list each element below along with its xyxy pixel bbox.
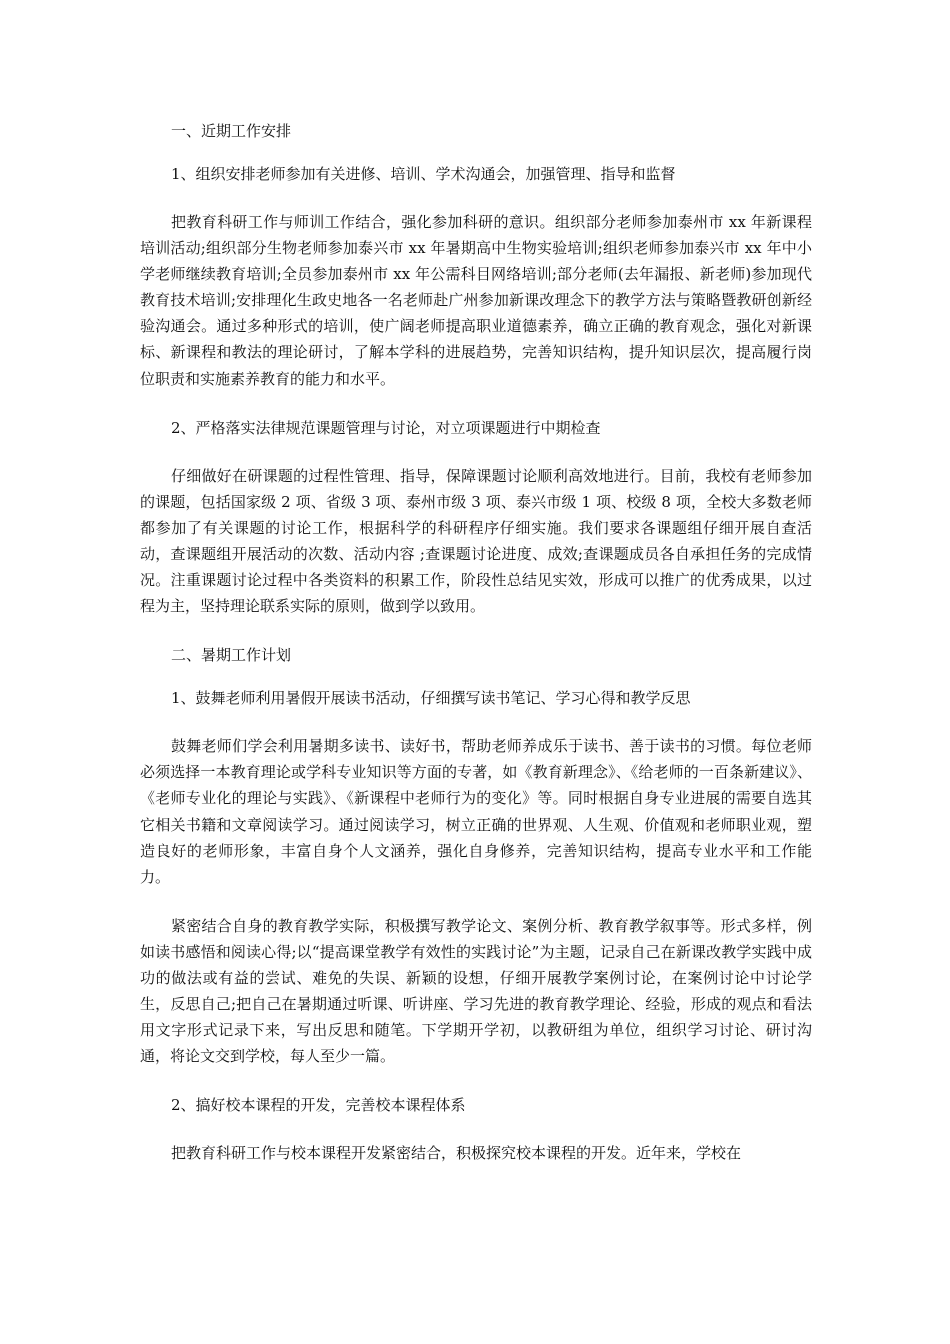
- item-2-2-body: 把教育科研工作与校本课程开发紧密结合，积极探究校本课程的开发。近年来，学校在: [171, 1144, 742, 1163]
- item-2-1-title: 1、鼓舞老师利用暑假开展读书活动，仔细撰写读书笔记、学习心得和教学反思: [171, 689, 691, 708]
- section-2-title: 二、暑期工作计划: [171, 646, 292, 665]
- item-1-1-body: 把教育科研工作与师训工作结合，强化参加科研的意识。组织部分老师参加泰州市 xx 年新课程培训活动;组织部分生物老师参加泰兴市 xx 年暑期高中生物实验培训;组织老师参加泰兴市 xx 年中小学老师继续教育培训;全员参加泰州市 xx 年公需科目网络培训;部分老师(去年漏报、新老师)参加现代教育技术培训;安排理化生政史地各一名老师赴广州参加新课改理念下的教学方法与策略暨教研创新经验沟通会。通过多种形式的培训，使广阔老师提高职业道德素养，确立正确的教育观念，强化对新课标、新课程和教法的理论研讨，了解本学科的进展趋势，完善知识结构，提升知识层次，提高履行岗位职责和实施素养教育的能力和水平。: [140, 213, 812, 388]
- item-2-1-body-a: 鼓舞老师们学会利用暑期多读书、读好书，帮助老师养成乐于读书、善于读书的习惯。每位老师必须选择一本教育理论或学科专业知识等方面的专著，如《教育新理念》、《给老师的一百条新建议》、《老师专业化的理论与实践》、《新课程中老师行为的变化》等。同时根据自身专业进展的需要自选其它相关书籍和文章阅读学习。通过阅读学习，树立正确的世界观、人生观、价值观和老师职业观，塑造良好的老师形象，丰富自身个人文涵养，强化自身修养，完善知识结构，提高专业水平和工作能力。: [140, 737, 812, 886]
- section-1-title: 一、近期工作安排: [171, 122, 292, 140]
- document-page: [140, 118, 812, 1166]
- item-1-2-title: 2、严格落实法律规范课题管理与讨论，对立项课题进行中期检查: [171, 418, 601, 437]
- item-1-1-title: 1、组织安排老师参加有关进修、培训、学术沟通会，加强管理、指导和监督: [171, 165, 676, 183]
- item-2-2-title: 2、搞好校本课程的开发，完善校本课程体系: [171, 1096, 466, 1115]
- item-1-2-body: 仔细做好在研课题的过程性管理、指导，保障课题讨论顺利高效地进行。目前，我校有老师参加的课题，包括国家级 2 项、省级 3 项、泰州市级 3 项、泰兴市级 1 项、校级 8 项，全校大多数老师都参加了有关课题的讨论工作，根据科学的科研程序仔细实施。我们要求各课题组仔细开展自查活动，查课题组开展活动的次数、活动内容 ;查课题讨论进度、成效;查课题成员各自承担任务的完成情况。注重课题讨论过程中各类资料的积累工作，阶段性总结见实效，形成可以推广的优秀成果，以过程为主，坚持理论联系实际的原则，做到学以致用。: [140, 466, 812, 616]
- item-2-1-body-b: 紧密结合自身的教育教学实际，积极撰写教学论文、案例分析、教育教学叙事等。形式多样，例如读书感悟和阅读心得;以“提高课堂教学有效性的实践讨论”为主题，记录自己在新课改教学实践中成功的做法或有益的尝试、难免的失误、新颖的设想，仔细开展教学案例讨论，在案例讨论中讨论学生，反思自己;把自己在暑期通过听课、听讲座、学习先进的教育教学理论、经验，形成的观点和看法用文字形式记录下来，写出反思和随笔。下学期开学初，以教研组为单位，组织学习讨论、研讨沟通，将论文交到学校，每人至少一篇。: [140, 916, 812, 1066]
